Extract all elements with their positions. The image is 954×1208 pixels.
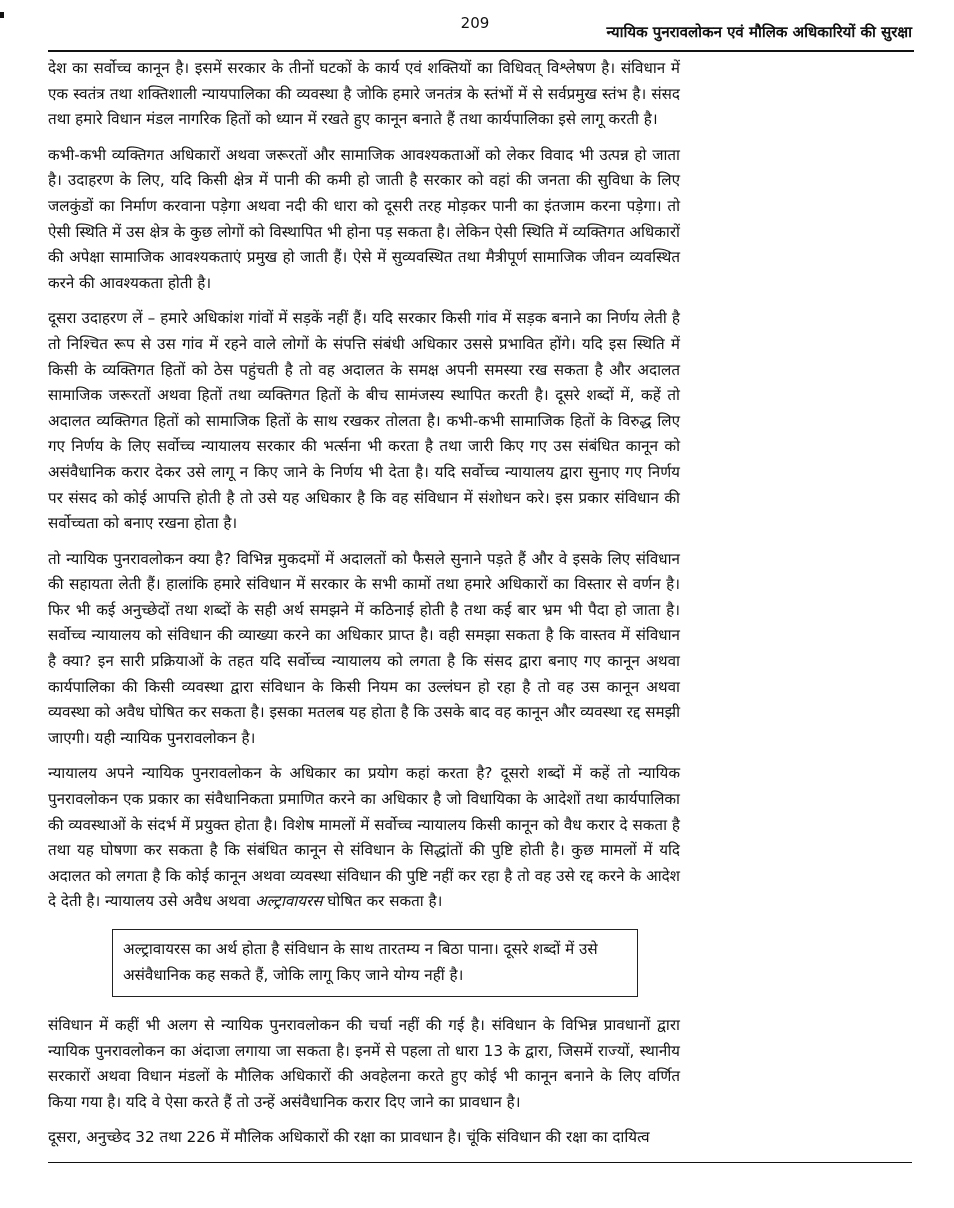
paragraph-text: न्यायालय अपने न्यायिक पुनरावलोकन के अधिकार का प्रयोग कहां करता है? दूसरो शब्दों में कहें तो न्यायिक पुनरावलोकन एक प्रकार का संवैधानिकता प्रमाणित करने का अधिकार है जो विधायिका के आदेशों तथा कार्यपालिका की व्यवस्थाओं के संदर्भ में प्रयुक्त होता है। विशेष मामलों में सर्वोच्च न्यायालय किसी कानून को वैध करार दे सकता है तथा यह घोषणा कर सकता है कि संबंधित कानून से संविधान के सिद्धांतों की पुष्टि होती है। कुछ मामलों में यदि अदालत को लगता है कि कोई कानून अथवा व्यवस्था संविधान की पुष्टि नहीं कर रहा है तो वह उसे रद्द करने के आदेश दे देती है। न्यायालय उसे अवैध अथवा [48,764,680,911]
paragraph: देश का सर्वोच्च कानून है। इसमें सरकार के तीनों घटकों के कार्य एवं शक्तियों का विधिवत् विश्लेषण है। संविधान में एक स्वतंत्र तथा शक्तिशाली न्यायपालिका की व्यवस्था है जोकि हमारे जनतंत्र के स्तंभों में से सर्वप्रमुख स्तंभ है। संसद तथा हमारे विधान मंडल नागरिक हितों को ध्यान में रखते हुए कानून बनाते हैं तथा कार्यपालिका इसे लागू करती है। [48,59,680,129]
paragraph: कभी-कभी व्यक्तिगत अधिकारों अथवा जरूरतों और सामाजिक आवश्यकताओं को लेकर विवाद भी उत्पन्न हो जाता है। उदाहरण के लिए, यदि किसी क्षेत्र में पानी की कमी हो जाती है सरकार को वहां की जनता की सुविधा के लिए जलकुंडों का निर्माण करवाना पड़ेगा अथवा नदी की धारा को दूसरी तरह मोड़कर पानी का इंतजाम करना पड़ेगा। तो ऐसी स्थिति में उस क्षेत्र के कुछ लोगों को विस्थापित भी होना पड़ सकता है। लेकिन ऐसी स्थिति में व्यक्तिगत अधिकारों की अपेक्षा सामाजिक आवश्यकताएं प्रमुख हो जाती हैं। ऐसे में सुव्यवस्थित तथा मैत्रीपूर्ण सामाजिक जीवन व्यवस्थित करने की आवश्यकता होती है। [48,145,680,292]
scan-margin-mark [0,12,4,18]
paragraph: दूसरा, अनुच्छेद 32 तथा 226 में मौलिक अधिकारों की रक्षा का प्रावधान है। चूंकि संविधान की रक्षा का दायित्व [48,1128,650,1147]
page-number: 209 [460,14,490,32]
paragraph: संविधान में कहीं भी अलग से न्यायिक पुनरावलोकन की चर्चा नहीं की गई है। संविधान के विभिन्न प्रावधानों द्वारा न्यायिक पुनरावलोकन का अंदाजा लगाया जा सकता है। इनमें से पहला तो धारा 13 के द्वारा, जिसमें राज्यों, स्थानीय सरकारों अथवा विधान मंडलों के मौलिक अधिकारों की अवहेलना करते हुए कोई भी कानून बनाने के लिए वर्णित किया गया है। यदि वे ऐसा करते हैं तो उन्हें असंवैधानिक करार दिए जाने का प्रावधान है। [48,1016,680,1111]
running-head: न्यायिक पुनरावलोकन एवं मौलिक अधिकारियों की सुरक्षा [606,23,912,41]
paragraph: तो न्यायिक पुनरावलोकन क्या है? विभिन्न मुकदमों में अदालतों को फैसले सुनाने पड़ते हैं और वे इसके लिए संविधान की सहायता लेती हैं। हालांकि हमारे संविधान में सरकार के सभी कामों तथा हमारे अधिकारों का विस्तार से वर्णन है। फिर भी कई अनुच्छेदों तथा शब्दों के सही अर्थ समझने में कठिनाई होती है तथा कई बार भ्रम भी पैदा हो जाता है। सर्वोच्च न्यायालय को संविधान की व्याख्या करने का अधिकार प्राप्त है। वही समझा सकता है कि वास्तव में संविधान है क्या? इन सारी प्रक्रियाओं के तहत यदि सर्वोच्च न्यायालय को लगता है कि संसद द्वारा बनाए गए कानून अथवा कार्यपालिका की किसी व्यवस्था द्वारा संविधान के किसी नियम का उल्लंघन हो रहा है तो वह उस कानून अथवा व्यवस्था को अवैध घोषित कर सकता है। इसका मतलब यह होता है कि उसके बाद वह कानून और व्यवस्था रद्द समझी जाएगी। यही न्यायिक पुनरावलोकन है। [48,549,680,747]
header-rule [48,50,914,52]
paragraph-text: घोषित कर सकता है। [322,892,443,911]
body-text [48,56,680,1161]
definition-box: अल्ट्रावायरस का अर्थ होता है संविधान के साथ तारतम्य न बिठा पाना। दूसरे शब्दों में उसे असंवैधानिक कह सकते हैं, जोकि लागू किए जाने योग्य नहीं है। [112,929,638,997]
paragraph: दूसरा उदाहरण लें – हमारे अधिकांश गांवों में सड़कें नहीं हैं। यदि सरकार किसी गांव में सड़क बनाने का निर्णय लेती है तो निश्चित रूप से उस गांव में रहने वाले लोगों के संपत्ति संबंधी अधिकार उससे प्रभावित होंगे। यदि इस स्थिति में किसी के व्यक्तिगत हितों को ठेस पहुंचती है तो वह अदालत के समक्ष अपनी समस्या रख सकता है और अदालत सामाजिक जरूरतों अथवा हितों तथा व्यक्तिगत हितों के बीच सामंजस्य स्थापित करती है। दूसरे शब्दों में, कहें तो अदालत व्यक्तिगत हितों को सामाजिक हितों के साथ रखकर तोलता है। कभी-कभी सामाजिक हितों के विरुद्ध लिए गए निर्णय के लिए सर्वोच्च न्यायालय सरकार की भर्त्सना भी करता है तथा जारी किए गए उस संबंधित कानून को असंवैधानिक करार देकर उसे लागू न किए जाने के निर्णय भी देता है। यदि सर्वोच्च न्यायालय द्वारा सुनाए गए निर्णय पर संसद को कोई आपत्ति होती है तो उसे यह अधिकार है कि वह संविधान में संशोधन करे। इस प्रकार संविधान की सर्वोच्चता को बनाए रखना होता है। [48,309,680,533]
italic-term: अल्ट्रावायरस [255,892,323,911]
paragraph [48,761,680,915]
footer-rule [48,1162,912,1163]
